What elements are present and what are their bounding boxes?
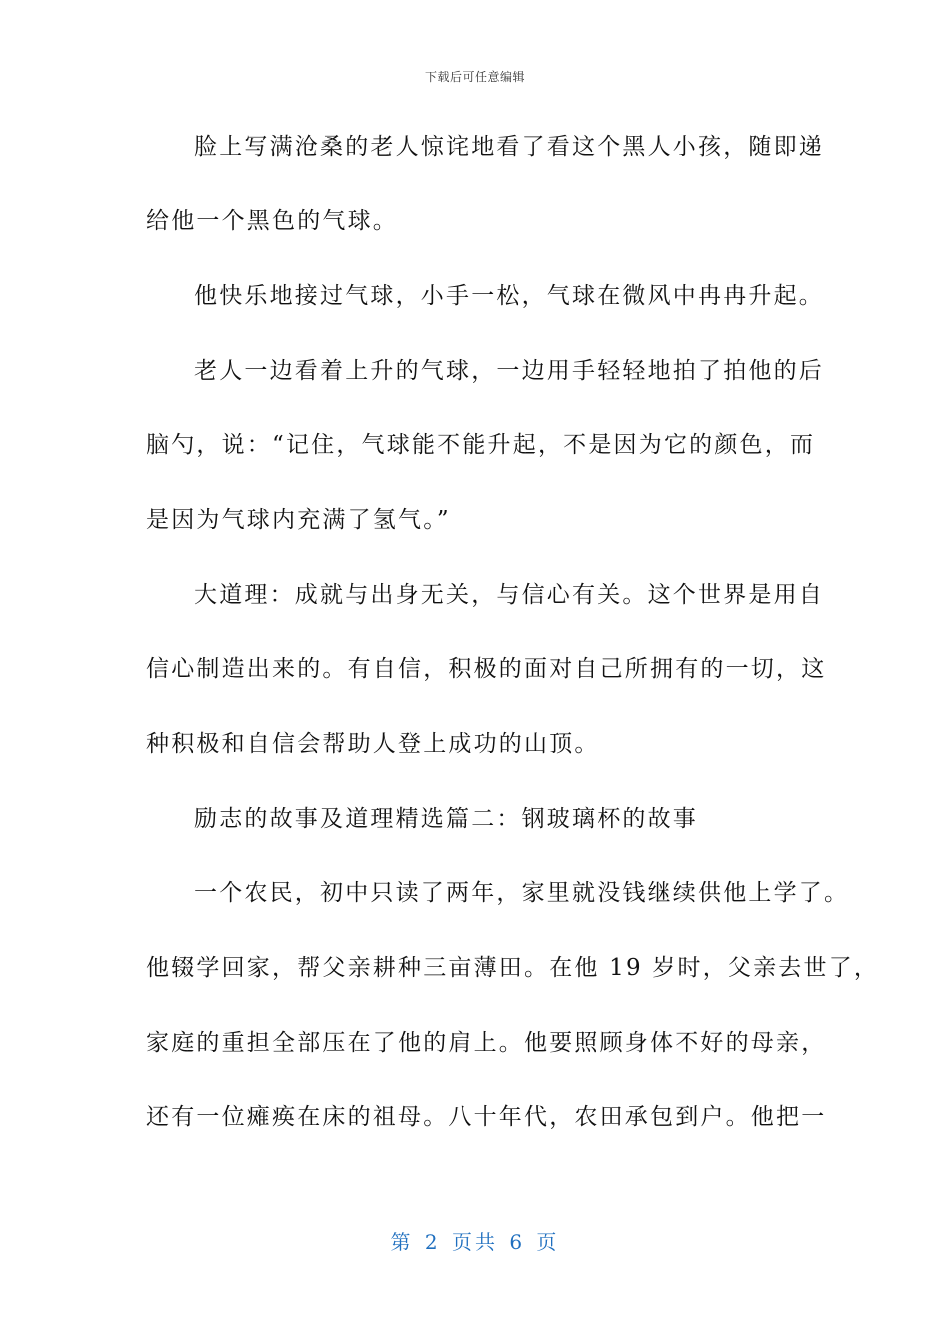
text-line-11: 一个农民，初中只读了两年，家里就没钱继续供他上学了。 <box>194 880 850 906</box>
text-line-3: 他快乐地接过气球，小手一松，气球在微风中冉冉升起。 <box>194 283 824 309</box>
text-line-12: 他辍学回家，帮父亲耕种三亩薄田。在他 19 岁时，父亲去世了， <box>146 955 880 981</box>
text-line-7: 大道理：成就与出身无关，与信心有关。这个世界是用自 <box>194 582 824 608</box>
text-line-6: 是因为气球内充满了氢气。” <box>146 507 451 533</box>
text-line-5: 脑勺，说：“记住，气球能不能升起，不是因为它的颜色，而 <box>146 432 816 458</box>
page-number-footer: 第 2 页共 6 页 <box>390 1230 560 1254</box>
text-line-14: 还有一位瘫痪在床的祖母。八十年代，农田承包到户。他把一 <box>146 1104 827 1130</box>
section-heading: 励志的故事及道理精选篇二：钢玻璃杯的故事 <box>194 806 698 832</box>
text-line-4: 老人一边看着上升的气球，一边用手轻轻地拍了拍他的后 <box>194 358 824 384</box>
text-line-2: 给他一个黑色的气球。 <box>146 208 398 234</box>
text-line-13: 家庭的重担全部压在了他的肩上。他要照顾身体不好的母亲， <box>146 1030 827 1056</box>
text-line-9: 种积极和自信会帮助人登上成功的山顶。 <box>146 731 600 757</box>
page-header-note: 下载后可任意编辑 <box>424 70 525 84</box>
text-line-1: 脸上写满沧桑的老人惊诧地看了看这个黑人小孩，随即递 <box>194 134 824 160</box>
text-line-8: 信心制造出来的。有自信，积极的面对自己所拥有的一切，这 <box>146 656 827 682</box>
